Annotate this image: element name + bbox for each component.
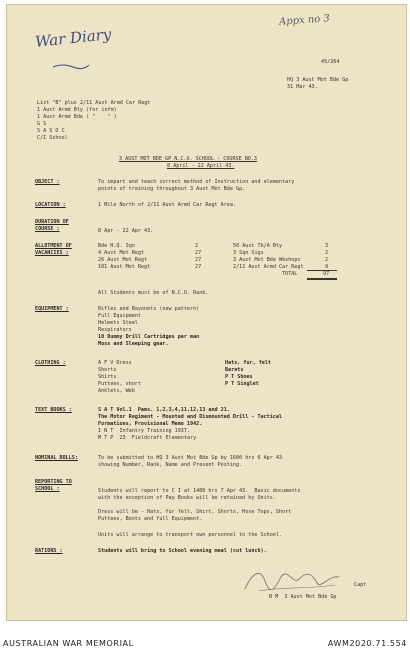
- rank-note: All Students must be of N.C.O. Rank.: [98, 290, 209, 296]
- signature-rank: Capt: [354, 582, 367, 588]
- clothing-item: Berets: [225, 367, 244, 373]
- total-double-rule: [307, 278, 337, 280]
- reporting-text: Units will arrange to transport own personnel to the School.: [98, 532, 283, 538]
- handwritten-title: War Diary: [34, 25, 113, 51]
- textbook-line: I N T Infantry Training 1937.: [98, 428, 191, 434]
- handwritten-underline: [51, 61, 91, 71]
- allotment-qty: 2: [195, 243, 199, 249]
- distribution-line: 1 Aust Armd Bty (for infm): [37, 107, 117, 113]
- course-title: 3 AUST MOT BDE GP N.C.O. SCHOOL - COURSE NO.3: [119, 156, 258, 162]
- signature-scrawl: [239, 563, 349, 597]
- equipment-label: EQUIPMENT :: [35, 306, 69, 312]
- footer-institution: AUSTRALIAN WAR MEMORIAL: [3, 639, 134, 648]
- distribution-line: G S: [37, 121, 47, 127]
- equipment-item: Helmets Steel: [98, 320, 138, 326]
- allotment-unit: 101 Aust Mot Regt: [98, 264, 151, 270]
- equipment-item: Rifles and Bayonets (new pattern): [98, 306, 200, 312]
- allotment-unit: 2/11 Aust Armd Car Regt: [233, 264, 304, 270]
- allotment-unit: 3 Aust Mot Bde Wkshops: [233, 257, 301, 263]
- textbook-line: The Motor Regiment - Mounted and Dismounted Drill - Tactical: [98, 414, 283, 420]
- allotment-label: VACANCIES :: [35, 250, 69, 256]
- duration-label: DURATION OF: [35, 219, 69, 225]
- equipment-item: Moss and Sleeping gear.: [98, 341, 169, 347]
- nominal-rolls-text: To be submitted to HQ 3 Aust Mot Bde Gp by 1600 hrs 6 Apr 43: [98, 455, 283, 461]
- clothing-item: A F V Dress: [98, 360, 132, 366]
- header-hq: HQ 3 Aust Mot Bde Gp: [287, 77, 349, 83]
- duration-text: 8 Apr - 22 Apr 43.: [98, 228, 154, 234]
- clothing-item: Shirts: [98, 374, 117, 380]
- object-text: points of training throughout 3 Aust Mot Bde Gp.: [98, 186, 246, 192]
- reporting-label: REPORTING TO: [35, 479, 72, 485]
- location-text: 1 Mile North of 2/11 Aust Armd Car Regt Area.: [98, 202, 237, 208]
- duration-label: COURSE :: [35, 226, 60, 232]
- textbook-line: Formations, Provisional Memo 1942.: [98, 421, 203, 427]
- textbook-line: M T P 23 Fieldcraft Elementary: [98, 435, 197, 441]
- pencil-appendix-note: Appx no 3: [278, 13, 331, 28]
- distribution-line: 1 Aust Armd Bde ( " " ): [37, 114, 117, 120]
- allotment-unit: 4 Aust Mot Regt: [98, 250, 145, 256]
- object-text: To impart and teach correct method of Instruction and elementary: [98, 179, 295, 185]
- allotment-qty: 27: [195, 264, 202, 270]
- clothing-item: P T Shoes: [225, 374, 253, 380]
- allotment-qty: 3: [325, 243, 329, 249]
- textbook-line: S A T Vol.1 Pams. 1,2,3,4,11,12,13 and 21.: [98, 407, 230, 413]
- clothing-item: Hats, fur, felt: [225, 360, 272, 366]
- clothing-item: Puttees, short: [98, 381, 141, 387]
- rations-label: RATIONS :: [35, 548, 63, 554]
- clothing-item: Anklets, Web: [98, 388, 135, 394]
- allotment-qty: 27: [195, 257, 202, 263]
- allotment-qty: 27: [195, 250, 202, 256]
- nominal-rolls-text: showing Number, Rank, Name and Present Posting.: [98, 462, 243, 468]
- distribution-line: List "B" plus 2/11 Aust Armd Car Regt: [37, 100, 151, 106]
- clothing-label: CLOTHING :: [35, 360, 66, 366]
- allotment-label: ALLOTMENT OF: [35, 243, 72, 249]
- distribution-line: S A S O C: [37, 128, 65, 134]
- allotment-total-label: TOTAL: [282, 271, 298, 277]
- allotment-unit: 26 Aust Mot Regt: [98, 257, 148, 263]
- file-reference: 45/264: [321, 59, 340, 65]
- reporting-text: Students will report to C I at 1400 hrs 7 Apr 43. Basic documents: [98, 488, 301, 494]
- signoff-line: B M 3 Aust Mot Bde Gp: [269, 594, 337, 600]
- header-date: 31 Mar 43.: [287, 84, 318, 90]
- allotment-qty: 9: [325, 264, 329, 270]
- location-label: LOCATION :: [35, 202, 66, 208]
- distribution-line: C/I School: [37, 135, 68, 141]
- equipment-item: 10 Dummy Drill Cartridges per man: [98, 334, 200, 340]
- archive-footer: [0, 631, 410, 653]
- allotment-unit: 3 Sqn Sigs: [233, 250, 264, 256]
- allotment-total-value: 97: [323, 271, 330, 277]
- textbooks-label: TEXT BOOKS :: [35, 407, 72, 413]
- rations-text: Students will bring to School evening meal (cut lunch).: [98, 548, 267, 554]
- allotment-unit: 50 Aust Tk/A Bty: [233, 243, 283, 249]
- reporting-text: Puttees, Boots and full Equipment.: [98, 516, 203, 522]
- clothing-item: Shorts: [98, 367, 117, 373]
- equipment-item: Respirators: [98, 327, 132, 333]
- reporting-text: Dress will be - Hats, fur felt, Shirt, Shorts, Hose Tops, Short: [98, 509, 292, 515]
- clothing-item: P T Singlet: [225, 381, 259, 387]
- total-rule: [307, 270, 337, 271]
- reporting-label: SCHOOL :: [35, 486, 60, 492]
- reporting-text: with the exception of Pay Books will be retained by Units.: [98, 495, 276, 501]
- nominal-rolls-label: NOMINAL ROLLS:: [35, 455, 78, 461]
- allotment-unit: Bde H.Q. Sqn: [98, 243, 135, 249]
- allotment-qty: 2: [325, 257, 329, 263]
- object-label: OBJECT :: [35, 179, 60, 185]
- footer-accession: AWM2020.71.554: [327, 639, 407, 648]
- document-page: [6, 4, 407, 621]
- course-dates: 8 April - 22 April 43.: [167, 163, 235, 169]
- equipment-item: Full Equipment: [98, 313, 141, 319]
- allotment-qty: 2: [325, 250, 329, 256]
